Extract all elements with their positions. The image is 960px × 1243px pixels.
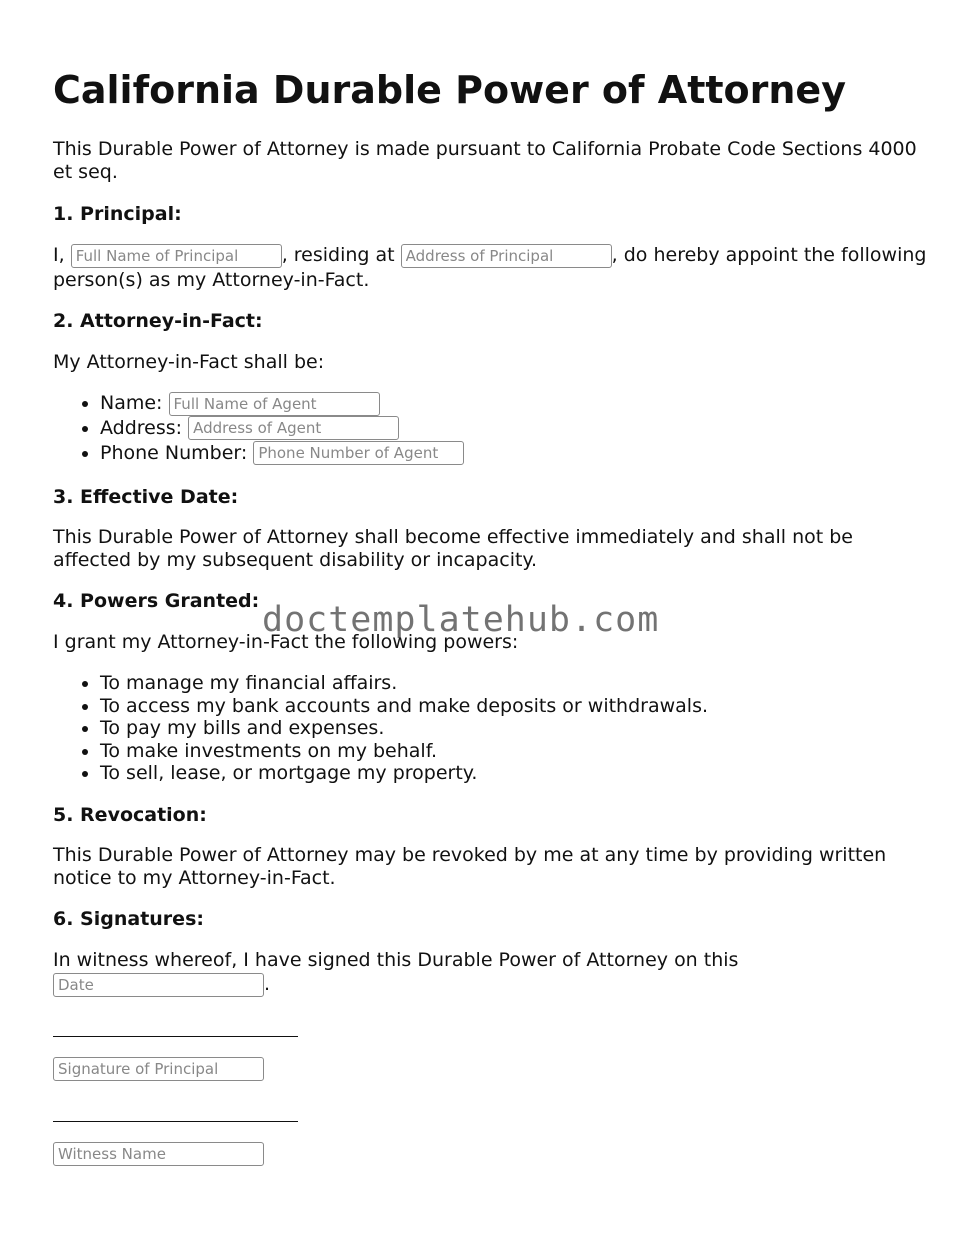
agent-address-field[interactable] <box>188 416 399 440</box>
principal-paragraph <box>53 243 933 292</box>
principal-text-end: , do hereby appoint the following person(s) as my Attorney-in-Fact. <box>53 244 927 291</box>
attorney-intro: My Attorney-in-Fact shall be: <box>53 351 325 373</box>
agent-name-field[interactable] <box>169 392 380 416</box>
power-item: • To make investments on my behalf. <box>100 740 708 763</box>
agent-name-item <box>100 391 464 416</box>
effective-heading: 3. Effective Date: <box>53 486 239 508</box>
principal-name-field[interactable] <box>71 244 282 268</box>
principal-text-start: I, <box>53 244 71 266</box>
signatures-heading: 6. Signatures: <box>53 908 204 930</box>
date-suffix: . <box>264 973 271 995</box>
agent-phone-item <box>100 441 464 466</box>
agent-address-item <box>100 416 464 441</box>
signatures-paragraph: In witness whereof, I have signed this Durable Power of Attorney on this <box>53 949 739 971</box>
powers-intro: I grant my Attorney-in-Fact the following powers: <box>53 631 519 653</box>
agent-phone-label: Phone Number: <box>100 441 254 464</box>
power-item: • To sell, lease, or mortgage my property. <box>100 762 708 785</box>
principal-signature-field[interactable] <box>53 1057 264 1081</box>
power-item: • To manage my financial affairs. <box>100 672 708 695</box>
revocation-heading: 5. Revocation: <box>53 804 207 826</box>
powers-heading: 4. Powers Granted: <box>53 590 260 612</box>
principal-heading: 1. Principal: <box>53 203 182 225</box>
power-item: • To access my bank accounts and make deposits or withdrawals. <box>100 695 708 718</box>
attorney-heading: 2. Attorney-in-Fact: <box>53 310 263 332</box>
revocation-paragraph: This Durable Power of Attorney may be revoked by me at any time by providing written notice to my Attorney-in-Fact. <box>53 844 887 889</box>
date-field[interactable] <box>53 973 264 997</box>
watermark-text: doctemplatehub.com <box>262 600 660 640</box>
agent-phone-field[interactable] <box>253 441 464 465</box>
agent-address-label: Address: <box>100 416 189 439</box>
principal-address-field[interactable] <box>401 244 612 268</box>
intro-paragraph: This Durable Power of Attorney is made pursuant to California Probate Code Sections 4000 et seq. <box>53 138 917 183</box>
document-title: California Durable Power of Attorney <box>53 68 846 112</box>
attorney-details-list <box>53 391 464 465</box>
witness-signature-line <box>53 1121 298 1122</box>
powers-list <box>53 672 708 785</box>
effective-paragraph: This Durable Power of Attorney shall become effective immediately and shall not be affected by my subsequent disability or incapacity. <box>53 526 853 571</box>
principal-text-mid: , residing at <box>281 244 401 266</box>
principal-signature-line <box>53 1036 298 1037</box>
power-item: • To pay my bills and expenses. <box>100 717 708 740</box>
agent-name-label: Name: <box>100 392 169 414</box>
witness-name-field[interactable] <box>53 1142 264 1166</box>
date-row <box>53 972 270 997</box>
